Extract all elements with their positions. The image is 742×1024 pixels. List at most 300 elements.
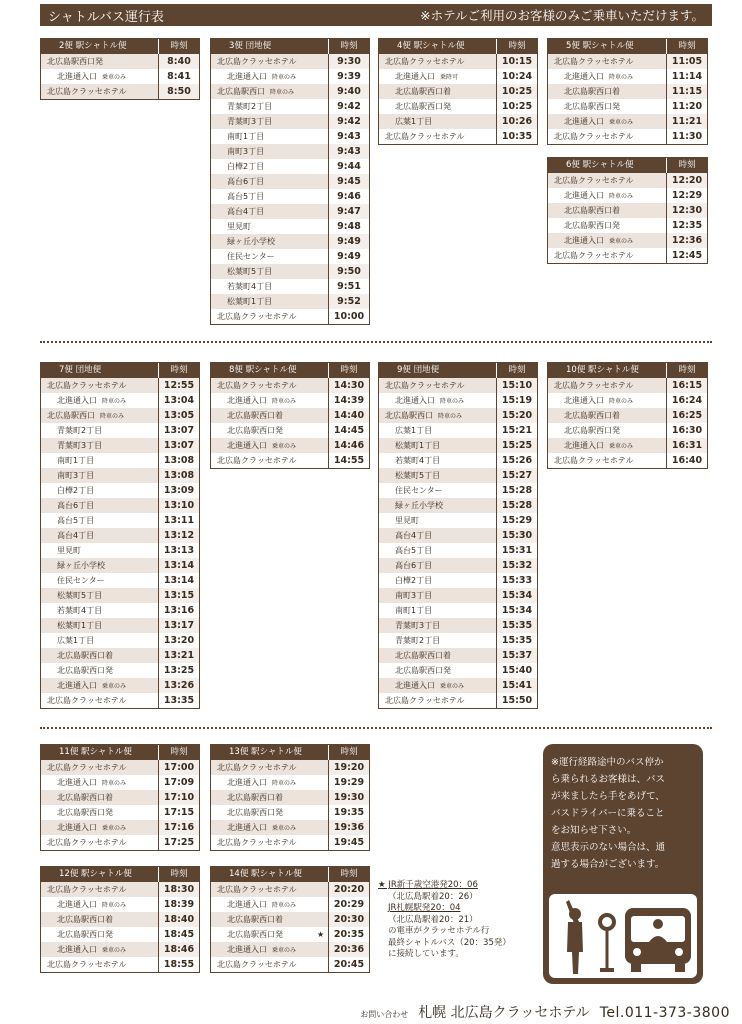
stop-name <box>379 648 496 663</box>
stop-name <box>379 468 496 483</box>
departure-time <box>328 775 369 790</box>
time-value: 9:47 <box>337 206 361 217</box>
time-value: 15:27 <box>501 470 533 481</box>
stop-label: 北広島駅西口着 <box>564 206 620 215</box>
route-title: 6便 駅シャトル便 <box>566 160 634 170</box>
time-value: 13:17 <box>163 620 195 631</box>
stop-name <box>211 99 328 114</box>
timetable-row <box>379 573 537 588</box>
time-value: 13:20 <box>163 635 195 646</box>
route-title: 8便 駅シャトル便 <box>229 365 297 375</box>
timetable-row <box>211 882 369 897</box>
departure-time <box>496 408 537 423</box>
stop-name <box>379 558 496 573</box>
timetable-row <box>379 468 537 483</box>
stop-name <box>211 114 328 129</box>
time-value: 13:35 <box>163 695 195 706</box>
departure-time <box>328 378 369 393</box>
stop-name <box>41 820 158 835</box>
timetable-header <box>379 39 537 54</box>
departure-time <box>158 820 199 835</box>
departure-time <box>666 408 707 423</box>
departure-time <box>158 693 199 708</box>
boarding-restriction: 乗降可 <box>440 74 459 81</box>
departure-time <box>328 159 369 174</box>
stop-name <box>211 453 328 468</box>
timetable-10 <box>547 362 708 469</box>
stop-name <box>548 114 666 129</box>
boarding-restriction: 乗車のみ <box>272 825 297 832</box>
departure-time <box>496 543 537 558</box>
timetable-row <box>379 99 537 114</box>
stop-name <box>211 805 328 820</box>
timetable-body <box>41 882 199 972</box>
timetable-row <box>211 438 369 453</box>
timetable-header <box>548 158 707 173</box>
stop-name <box>379 114 496 129</box>
stop-label: 北広島駅西口発 <box>227 930 283 939</box>
departure-time <box>158 543 199 558</box>
stop-label: 高台4丁目 <box>227 207 265 216</box>
time-value: 15:35 <box>501 620 533 631</box>
stop-label: 北進通入口 <box>227 823 267 832</box>
stop-name <box>548 129 666 144</box>
boarding-restriction: 降車のみ <box>270 89 295 96</box>
stop-label: 北広島クラッセホテル <box>554 57 634 66</box>
departure-time <box>496 483 537 498</box>
timetable-row <box>211 912 369 927</box>
star-icon: ★ <box>317 930 325 939</box>
time-column-header: 時刻 <box>496 363 537 378</box>
boarding-restriction: 降車のみ <box>100 413 125 420</box>
timetable-row <box>211 159 369 174</box>
time-column-header: 時刻 <box>328 39 369 54</box>
route-title: 2便 駅シャトル便 <box>59 41 127 51</box>
departure-time <box>666 129 707 144</box>
stop-label: 北進通入口 <box>57 72 97 81</box>
stop-name <box>548 393 666 408</box>
stop-name <box>41 633 158 648</box>
stop-name <box>41 498 158 513</box>
timetable-row <box>41 760 199 775</box>
departure-time <box>666 188 707 203</box>
time-value: 14:45 <box>333 425 365 436</box>
time-value: 10:15 <box>501 56 533 67</box>
route-title: 14便 駅シャトル便 <box>229 869 302 879</box>
stop-label: 北広島駅西口発 <box>57 930 113 939</box>
timetable-row <box>548 378 707 393</box>
info-line: ※運行経路途中のバス停か <box>551 757 664 768</box>
departure-time <box>328 393 369 408</box>
timetable-row <box>211 189 369 204</box>
stop-name <box>41 912 158 927</box>
departure-time <box>158 912 199 927</box>
time-value: 11:30 <box>671 131 703 142</box>
time-value: 12:55 <box>163 380 195 391</box>
stop-label: 北広島クラッセホテル <box>385 57 465 66</box>
departure-time <box>158 588 199 603</box>
time-value: 15:34 <box>501 590 533 601</box>
stop-label: 北広島駅西口着 <box>57 793 113 802</box>
stop-name <box>41 775 158 790</box>
note-line: ★ JR新千歳空港発20：06 <box>378 880 478 890</box>
route-title: 5便 駅シャトル便 <box>566 41 634 51</box>
timetable-row <box>379 633 537 648</box>
time-value: 9:50 <box>337 266 361 277</box>
boarding-restriction: 乗車のみ <box>102 825 127 832</box>
time-value: 9:45 <box>337 176 361 187</box>
departure-time <box>328 294 369 309</box>
time-value: 10:25 <box>501 101 533 112</box>
boarding-restriction: 降車のみ <box>102 780 127 787</box>
timetable-header <box>41 363 199 378</box>
stop-label: 若葉町4丁目 <box>57 606 103 615</box>
departure-time <box>496 693 537 708</box>
departure-time <box>496 528 537 543</box>
stop-label: 南町1丁目 <box>57 456 95 465</box>
departure-time <box>158 927 199 942</box>
stop-name <box>379 498 496 513</box>
note-line: に接続しています。 <box>388 949 464 959</box>
boarding-restriction: 乗車のみ <box>102 947 127 954</box>
timetable-14 <box>210 866 370 973</box>
time-column-header: 時刻 <box>158 867 199 882</box>
stop-label: 北広島クラッセホテル <box>385 132 465 141</box>
stop-label: 松葉町1丁目 <box>57 621 103 630</box>
time-value: 9:52 <box>337 296 361 307</box>
boarding-restriction: 降車のみ <box>102 398 127 405</box>
time-column-header: 時刻 <box>496 39 537 54</box>
timetable-row <box>379 423 537 438</box>
timetable-row <box>41 927 199 942</box>
departure-time <box>158 498 199 513</box>
time-value: 16:24 <box>671 395 703 406</box>
stop-label: 北進通入口 <box>227 396 267 405</box>
timetable-header <box>548 363 707 378</box>
timetable-row <box>211 204 369 219</box>
stop-name <box>211 942 328 957</box>
timetable-body <box>41 378 199 708</box>
departure-time <box>328 790 369 805</box>
time-value: 16:31 <box>671 440 703 451</box>
timetable-row <box>379 69 537 84</box>
timetable-3 <box>210 38 370 325</box>
departure-time <box>666 69 707 84</box>
stop-name <box>41 588 158 603</box>
stop-name <box>548 54 666 69</box>
stop-label: 里見町 <box>227 222 251 231</box>
departure-time <box>158 678 199 693</box>
stop-label: 広葉1丁目 <box>57 636 95 645</box>
stop-name <box>379 513 496 528</box>
time-value: 12:35 <box>671 220 703 231</box>
stop-label: 北広島駅西口着 <box>564 87 620 96</box>
timetable-8 <box>210 362 370 469</box>
time-value: 9:49 <box>337 251 361 262</box>
timetable-row <box>548 114 707 129</box>
departure-time <box>328 219 369 234</box>
stop-name <box>41 882 158 897</box>
time-value: 12:29 <box>671 190 703 201</box>
time-value: 13:14 <box>163 575 195 586</box>
departure-time <box>328 882 369 897</box>
timetable-row <box>41 438 199 453</box>
time-value: 9:30 <box>337 56 361 67</box>
time-value: 15:21 <box>501 425 533 436</box>
departure-time <box>666 54 707 69</box>
timetable-row <box>211 453 369 468</box>
stop-label: 白樺2丁目 <box>395 576 433 585</box>
time-value: 13:09 <box>163 485 195 496</box>
stop-label: 北広島駅西口着 <box>227 915 283 924</box>
stop-label: 高台4丁目 <box>57 531 95 540</box>
stop-name <box>211 957 328 972</box>
stop-name <box>379 588 496 603</box>
stop-name <box>41 393 158 408</box>
timetable-row <box>41 543 199 558</box>
stop-name <box>41 543 158 558</box>
time-value: 13:04 <box>163 395 195 406</box>
departure-time <box>158 573 199 588</box>
time-value: 14:39 <box>333 395 365 406</box>
time-column-header: 時刻 <box>666 39 707 54</box>
departure-time <box>496 378 537 393</box>
stop-label: 青葉町2丁目 <box>227 102 273 111</box>
departure-time <box>496 99 537 114</box>
stop-label: 北進通入口 <box>227 945 267 954</box>
boarding-restriction: 降車のみ <box>272 398 297 405</box>
timetable-row <box>211 927 369 942</box>
stop-label: 松葉町5丁目 <box>227 267 273 276</box>
timetable-row <box>41 663 199 678</box>
timetable-row <box>41 942 199 957</box>
time-value: 14:55 <box>333 455 365 466</box>
route-title: 12便 駅シャトル便 <box>59 869 132 879</box>
departure-time <box>317 927 369 942</box>
stop-label: 北進通入口 <box>57 396 97 405</box>
time-value: 16:25 <box>671 410 703 421</box>
stop-label: 北広島駅西口発 <box>564 102 620 111</box>
stop-label: 北進通入口 <box>395 396 435 405</box>
timetable-row <box>211 408 369 423</box>
departure-time <box>158 84 199 99</box>
stop-name <box>41 513 158 528</box>
timetable-row <box>211 114 369 129</box>
time-value: 9:43 <box>337 131 361 142</box>
stop-label: 北広島クラッセホテル <box>217 381 297 390</box>
boarding-note: ※ホテルご利用のお客様のみご乗車いただけます。 <box>420 8 704 23</box>
timetable-row <box>41 693 199 708</box>
stop-name <box>211 69 328 84</box>
timetable-row <box>379 648 537 663</box>
stop-label: 北広島クラッセホテル <box>554 176 634 185</box>
time-value: 20:45 <box>333 959 365 970</box>
timetable-body <box>41 760 199 850</box>
stop-label: 青葉町3丁目 <box>57 441 103 450</box>
departure-time <box>496 114 537 129</box>
stop-label: 北進通入口 <box>227 900 267 909</box>
time-value: 15:35 <box>501 635 533 646</box>
stop-label: 北広島駅西口発 <box>564 426 620 435</box>
stop-label: 高台6丁目 <box>227 177 265 186</box>
timetable-row <box>548 69 707 84</box>
departure-time <box>158 648 199 663</box>
stop-name <box>379 129 496 144</box>
stop-name <box>379 423 496 438</box>
departure-time <box>666 423 707 438</box>
stop-name <box>548 99 666 114</box>
timetable-row <box>379 114 537 129</box>
timetable-row <box>211 249 369 264</box>
timetable-header <box>379 363 537 378</box>
timetable-body <box>211 54 369 324</box>
timetable-row <box>41 393 199 408</box>
stop-name <box>41 835 158 850</box>
timetable-row <box>41 633 199 648</box>
timetable-row <box>379 543 537 558</box>
stop-label: 北進通入口 <box>564 236 604 245</box>
departure-time <box>496 603 537 618</box>
stop-name <box>211 54 328 69</box>
timetable-row <box>41 588 199 603</box>
departure-time <box>496 498 537 513</box>
timetable-9 <box>378 362 538 709</box>
stop-name <box>41 483 158 498</box>
timetable-row <box>41 513 199 528</box>
departure-time <box>158 453 199 468</box>
timetable-row <box>41 618 199 633</box>
departure-time <box>158 423 199 438</box>
time-value: 17:09 <box>163 777 195 788</box>
timetable-row <box>211 957 369 972</box>
stop-name <box>41 54 158 69</box>
time-value: 13:08 <box>163 470 195 481</box>
time-value: 13:13 <box>163 545 195 556</box>
stop-name <box>41 468 158 483</box>
time-value: 18:55 <box>163 959 195 970</box>
stop-label: 北広島駅西口発 <box>564 221 620 230</box>
time-value: 13:11 <box>163 515 195 526</box>
stop-name <box>41 558 158 573</box>
stop-label: 北広島クラッセホテル <box>554 132 634 141</box>
stop-name <box>211 408 328 423</box>
stop-label: 南町3丁目 <box>395 591 433 600</box>
stop-label: 北広島クラッセホテル <box>47 763 127 772</box>
departure-time <box>158 760 199 775</box>
departure-time <box>158 468 199 483</box>
stop-name <box>211 84 328 99</box>
time-value: 9:42 <box>337 116 361 127</box>
stop-name <box>548 408 666 423</box>
timetable-row <box>211 897 369 912</box>
timetable-row <box>41 835 199 850</box>
time-value: 20:36 <box>333 944 365 955</box>
timetable-header <box>41 745 199 760</box>
timetable-row <box>211 234 369 249</box>
timetable-row <box>211 805 369 820</box>
departure-time <box>328 234 369 249</box>
time-value: 15:20 <box>501 410 533 421</box>
timetable-body <box>548 54 707 144</box>
route-title: 11便 駅シャトル便 <box>59 747 132 757</box>
departure-time <box>666 378 707 393</box>
stop-label: 高台5丁目 <box>395 546 433 555</box>
departure-time <box>158 408 199 423</box>
departure-time <box>328 957 369 972</box>
timetable-row <box>41 957 199 972</box>
stop-label: 住民センター <box>395 486 443 495</box>
time-value: 19:29 <box>333 777 365 788</box>
departure-time <box>666 99 707 114</box>
departure-time <box>158 558 199 573</box>
stop-label: 緑ヶ丘小学校 <box>395 501 443 510</box>
stop-label: 北広島駅西口発 <box>47 57 103 66</box>
departure-time <box>328 189 369 204</box>
departure-time <box>158 69 199 84</box>
timetable-row <box>41 882 199 897</box>
stop-name <box>41 528 158 543</box>
timetable-row <box>379 588 537 603</box>
boarding-restriction: 降車のみ <box>440 398 465 405</box>
timetable-row <box>41 558 199 573</box>
timetable-body <box>548 173 707 263</box>
stop-name <box>41 69 158 84</box>
departure-time <box>328 408 369 423</box>
stop-name <box>379 678 496 693</box>
departure-time <box>328 423 369 438</box>
stop-name <box>379 408 496 423</box>
stop-name <box>41 573 158 588</box>
stop-label: 青葉町3丁目 <box>227 117 273 126</box>
time-value: 15:10 <box>501 380 533 391</box>
stop-label: 北広島クラッセホテル <box>385 381 465 390</box>
stop-label: 北広島クラッセホテル <box>47 885 127 894</box>
stop-label: 北進通入口 <box>564 72 604 81</box>
timetable-row <box>41 54 199 69</box>
timetable-row <box>211 54 369 69</box>
timetable-row <box>548 423 707 438</box>
time-value: 15:31 <box>501 545 533 556</box>
timetable-body <box>548 378 707 468</box>
timetable-row <box>41 453 199 468</box>
stop-name <box>548 378 666 393</box>
stop-name <box>548 69 666 84</box>
departure-time <box>496 69 537 84</box>
timetable-row <box>548 438 707 453</box>
timetable-row <box>548 54 707 69</box>
departure-time <box>328 99 369 114</box>
info-line: をお知らせ下さい。 <box>551 825 637 836</box>
timetable-row <box>548 408 707 423</box>
time-value: 15:28 <box>501 485 533 496</box>
stop-name <box>41 618 158 633</box>
stop-label: 北広島クラッセホテル <box>47 960 127 969</box>
timetable-header <box>211 867 369 882</box>
time-value: 15:30 <box>501 530 533 541</box>
timetable-row <box>211 294 369 309</box>
boarding-restriction: 降車のみ <box>272 74 297 81</box>
timetable-row <box>41 603 199 618</box>
timetable-row <box>379 54 537 69</box>
timetable-header <box>211 745 369 760</box>
stop-label: 北進通入口 <box>57 823 97 832</box>
timetable-row <box>211 309 369 324</box>
note-line: の電車がクラッセホテル行 <box>388 926 490 936</box>
stop-name <box>41 648 158 663</box>
time-value: 9:44 <box>337 161 361 172</box>
stop-label: 北広島駅西口 <box>385 411 433 420</box>
stop-label: 高台4丁目 <box>395 531 433 540</box>
